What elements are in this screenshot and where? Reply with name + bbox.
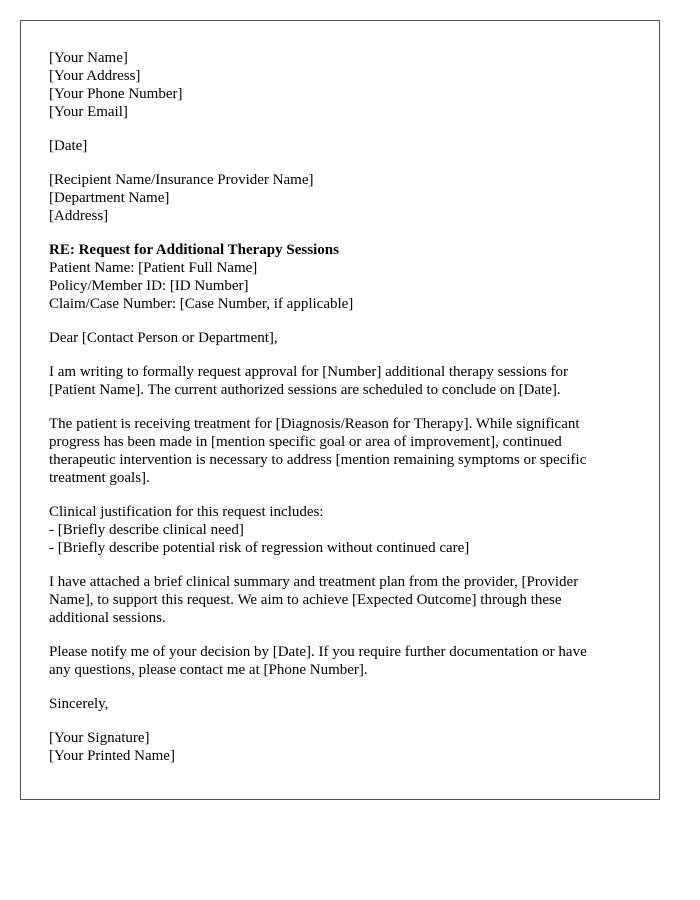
salutation — [49, 329, 631, 347]
recipient-address: [Address] — [49, 208, 109, 224]
closing — [49, 695, 631, 713]
paragraph-line: The patient is receiving treatment for [Diagnosis/Reason for Therapy]. While significant — [49, 416, 580, 432]
signature-line: [Your Signature] — [49, 730, 150, 746]
signature-block — [49, 729, 631, 765]
paragraph-line: Name], to support this request. We aim to achieve [Expected Outcome] through these — [49, 592, 562, 608]
letter-date: [Date] — [49, 138, 88, 154]
paragraph-line: I have attached a brief clinical summary and treatment plan from the provider, [Provider — [49, 574, 579, 590]
patient-name-line: Patient Name: [Patient Full Name] — [49, 260, 258, 276]
policy-id-line: Policy/Member ID: [ID Number] — [49, 278, 249, 294]
subject-line: RE: Request for Additional Therapy Sessions — [49, 242, 339, 258]
sender-block — [49, 49, 631, 121]
sender-phone: [Your Phone Number] — [49, 86, 183, 102]
paragraph-treatment — [49, 415, 631, 487]
sender-email: [Your Email] — [49, 104, 128, 120]
recipient-name: [Recipient Name/Insurance Provider Name] — [49, 172, 314, 188]
reference-block — [49, 241, 631, 313]
date-block — [49, 137, 631, 155]
sender-name: [Your Name] — [49, 50, 128, 66]
salutation-text: Dear [Contact Person or Department], — [49, 330, 278, 346]
sender-address: [Your Address] — [49, 68, 141, 84]
paragraph-line: any questions, please contact me at [Phone Number]. — [49, 662, 368, 678]
paragraph-line: Please notify me of your decision by [Date]. If you require further documentation or have — [49, 644, 587, 660]
paragraph-request — [49, 363, 631, 399]
paragraph-notification — [49, 643, 631, 679]
letter-document — [20, 20, 660, 800]
justification-intro: Clinical justification for this request includes: — [49, 504, 324, 520]
claim-number-line: Claim/Case Number: [Case Number, if applicable] — [49, 296, 354, 312]
paragraph-line: [Patient Name]. The current authorized sessions are scheduled to conclude on [Date]. — [49, 382, 561, 398]
justification-item: - [Briefly describe clinical need] — [49, 522, 244, 538]
paragraph-line: progress has been made in [mention specific goal or area of improvement], continued — [49, 434, 562, 450]
paragraph-line: treatment goals]. — [49, 470, 150, 486]
printed-name-line: [Your Printed Name] — [49, 748, 175, 764]
recipient-block — [49, 171, 631, 225]
recipient-department: [Department Name] — [49, 190, 170, 206]
paragraph-attachment — [49, 573, 631, 627]
paragraph-line: therapeutic intervention is necessary to address [mention remaining symptoms or specific — [49, 452, 587, 468]
paragraph-line: I am writing to formally request approval for [Number] additional therapy sessions for — [49, 364, 569, 380]
paragraph-line: additional sessions. — [49, 610, 166, 626]
closing-text: Sincerely, — [49, 696, 109, 712]
justification-item: - [Briefly describe potential risk of regression without continued care] — [49, 540, 470, 556]
justification-block — [49, 503, 631, 557]
